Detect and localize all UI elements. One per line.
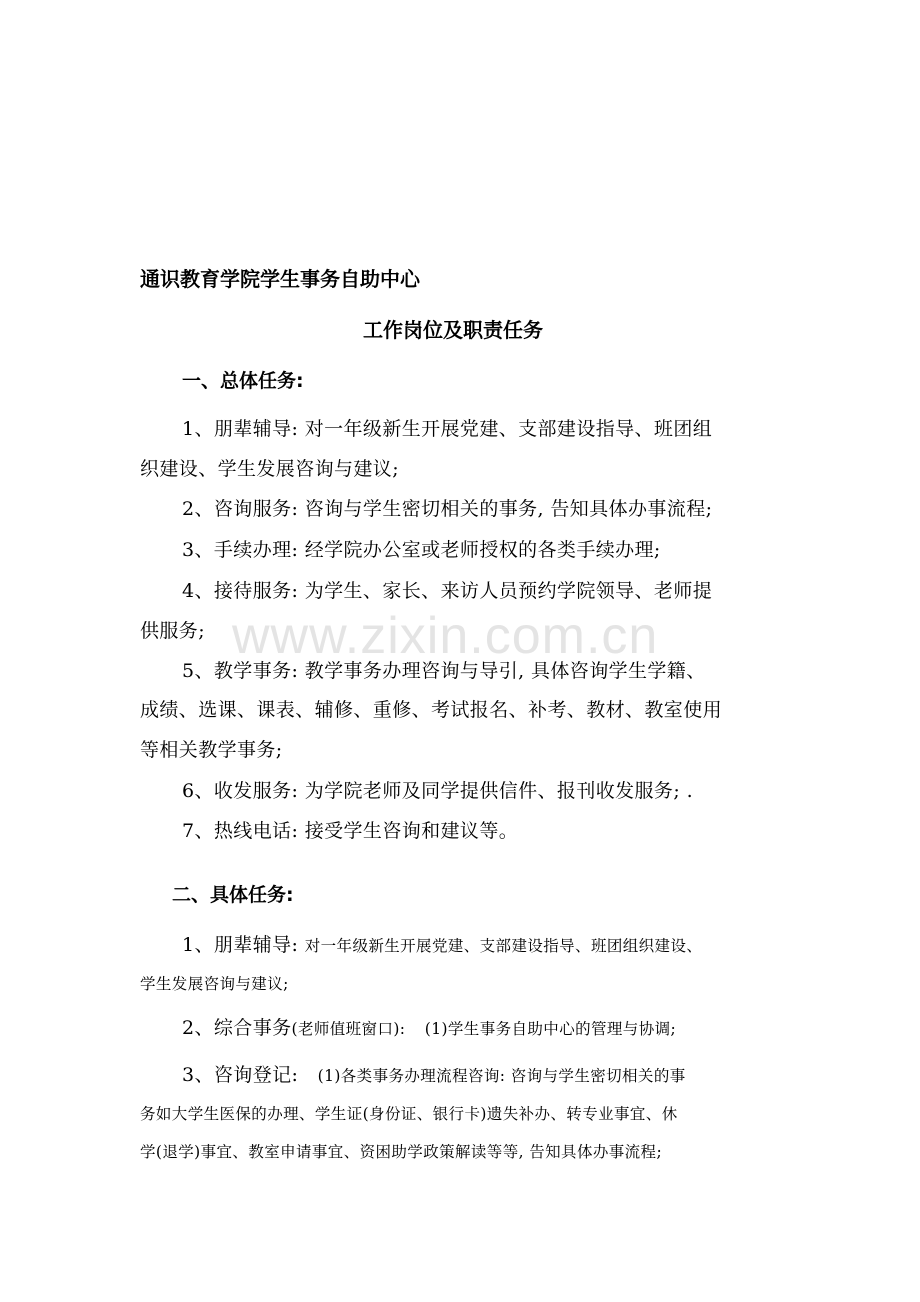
section1-line: 供服务;	[140, 620, 206, 642]
item3-continuation: 学(退学)事宜、教室申请事宜、资困助学政策解读等等, 告知具体办事流程;	[140, 1143, 663, 1161]
section1-line: 4、接待服务: 为学生、家长、来访人员预约学院领导、老师提	[182, 580, 713, 602]
section1-line: 织建设、学生发展咨询与建议;	[140, 458, 400, 480]
section1-line: 5、教学事务: 教学事务办理咨询与导引, 具体咨询学生学籍、	[182, 660, 706, 682]
section1-line: 等相关教学事务;	[140, 739, 283, 761]
item2-note: (老师值班窗口):	[291, 1020, 406, 1038]
item3-continuation: 务如大学生医保的办理、学生证(身份证、银行卡)遗失补办、转专业事宜、休	[140, 1105, 678, 1123]
section2-item1	[182, 930, 702, 957]
item1-text: 对一年级新生开展党建、支部建设指导、班团组织建设、	[304, 937, 703, 955]
section2-item2	[182, 1013, 676, 1040]
item2-text: (1)学生事务自助中心的管理与协调;	[424, 1020, 677, 1038]
item2-label: 2、综合事务	[182, 1017, 292, 1039]
doc-subtitle: 工作岗位及职责任务	[363, 318, 543, 342]
section2-heading: 二、具体任务:	[172, 884, 294, 906]
section2-item3	[182, 1060, 686, 1087]
watermark: www.zixin.com.cn	[232, 607, 659, 665]
org-title: 通识教育学院学生事务自助中心	[140, 267, 420, 291]
section1-line: 成绩、选课、课表、辅修、重修、考试报名、补考、教材、教室使用	[140, 699, 723, 721]
section1-line: 7、热线电话: 接受学生咨询和建议等。	[182, 820, 519, 842]
item3-text: (1)各类事务办理流程咨询: 咨询与学生密切相关的事	[317, 1067, 686, 1085]
section1-line: 3、手续办理: 经学院办公室或老师授权的各类手续办理;	[182, 539, 661, 561]
item1-label: 1、朋辈辅导:	[182, 934, 299, 956]
section1-line: 6、收发服务: 为学院老师及同学提供信件、报刊收发服务; .	[182, 780, 694, 802]
item3-label: 3、咨询登记:	[182, 1064, 299, 1086]
section1-line: 1、朋辈辅导: 对一年级新生开展党建、支部建设指导、班团组	[182, 418, 713, 440]
section1-heading: 一、总体任务:	[182, 370, 304, 392]
item1-continuation: 学生发展咨询与建议;	[140, 975, 289, 993]
section1-line: 2、咨询服务: 咨询与学生密切相关的事务, 告知具体办事流程;	[182, 498, 713, 520]
